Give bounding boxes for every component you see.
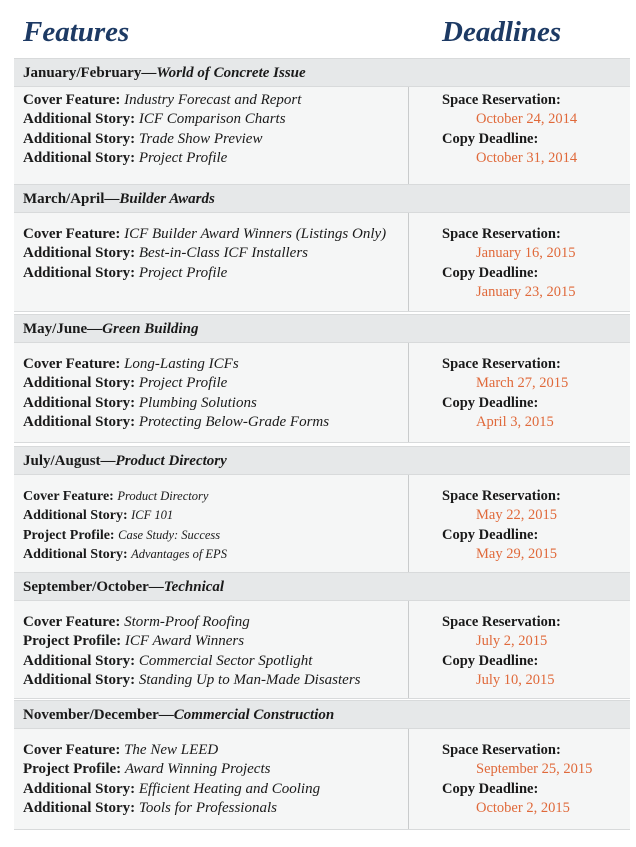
- story-line: [23, 91, 408, 110]
- story-title: ICF Builder Award Winners (Listings Only): [124, 226, 387, 242]
- story-title: The New LEED: [124, 742, 219, 758]
- deadlines-column: [409, 729, 630, 829]
- story-title: Commercial Sector Spotlight: [138, 652, 313, 669]
- space-reservation-date: July 2, 2015: [476, 633, 548, 650]
- copy-deadline-date: April 3, 2015: [476, 413, 554, 430]
- story-label: Cover Feature:: [23, 92, 121, 108]
- column-headings: [14, 0, 630, 58]
- story-title: ICF Award Winners: [124, 633, 245, 650]
- copy-deadline-label: Copy Deadline:: [442, 264, 539, 281]
- story-line: [23, 545, 408, 564]
- story-title: Plumbing Solutions: [138, 394, 257, 411]
- features-column: [14, 475, 409, 572]
- copy-deadline-date: October 2, 2015: [476, 799, 570, 816]
- story-line: [23, 225, 408, 244]
- space-reservation-date: March 27, 2015: [476, 375, 569, 392]
- story-title: Efficient Heating and Cooling: [138, 780, 321, 797]
- story-line: [23, 741, 408, 760]
- story-label: Additional Story:: [23, 546, 128, 562]
- features-column: [14, 87, 409, 184]
- story-title: Project Profile: [138, 264, 228, 281]
- story-line: [23, 110, 408, 129]
- space-reservation-label: Space Reservation:: [442, 356, 561, 372]
- issue-header: [14, 58, 630, 87]
- issue-header: [14, 314, 630, 343]
- copy-deadline-date: October 31, 2014: [476, 149, 578, 166]
- deadlines-column: [409, 213, 630, 311]
- issue-body: [14, 601, 630, 699]
- deadlines-column: [409, 87, 630, 184]
- story-label: Cover Feature:: [23, 614, 121, 630]
- story-label: Additional Story:: [23, 111, 136, 128]
- deadlines-column: [409, 601, 630, 698]
- story-title: ICF 101: [131, 508, 174, 523]
- story-title: Best-in-Class ICF Installers: [138, 245, 309, 262]
- story-line: [23, 487, 408, 506]
- space-reservation-label: Space Reservation:: [442, 488, 561, 504]
- issue-months: May/June—: [23, 321, 103, 337]
- deadlines-column: [409, 475, 630, 572]
- story-label: Cover Feature:: [23, 356, 121, 372]
- issue-theme: Commercial Construction: [173, 707, 335, 723]
- story-title: Tools for Professionals: [138, 799, 277, 816]
- story-label: Additional Story:: [23, 413, 136, 430]
- story-title: Standing Up to Man-Made Disasters: [138, 671, 361, 688]
- story-line: [23, 413, 408, 432]
- space-reservation-date: September 25, 2015: [476, 761, 593, 778]
- story-label: Project Profile:: [23, 527, 115, 543]
- story-label: Project Profile:: [23, 761, 122, 778]
- story-title: ICF Comparison Charts: [138, 111, 286, 128]
- story-line: [23, 244, 408, 263]
- issue-months: November/December—: [23, 707, 174, 723]
- issue-body: [14, 729, 630, 830]
- story-title: Product Directory: [117, 489, 209, 503]
- story-title: Long-Lasting ICFs: [124, 356, 239, 372]
- story-label: Cover Feature:: [23, 742, 121, 758]
- story-line: [23, 130, 408, 149]
- story-line: [23, 264, 408, 283]
- copy-deadline-label: Copy Deadline:: [442, 780, 539, 797]
- story-title: Storm-Proof Roofing: [124, 614, 250, 630]
- story-title: Trade Show Preview: [138, 130, 263, 147]
- features-column: [14, 729, 409, 829]
- issue-theme: Technical: [163, 579, 225, 595]
- story-label: Project Profile:: [23, 633, 122, 650]
- story-title: Protecting Below-Grade Forms: [138, 413, 330, 430]
- story-label: Additional Story:: [23, 508, 128, 524]
- story-title: Industry Forecast and Report: [124, 92, 302, 108]
- story-label: Additional Story:: [23, 671, 136, 688]
- copy-deadline-label: Copy Deadline:: [442, 526, 539, 543]
- features-heading: Features: [23, 16, 130, 48]
- issue-header: [14, 446, 630, 475]
- story-label: Additional Story:: [23, 264, 136, 281]
- copy-deadline-label: Copy Deadline:: [442, 130, 539, 147]
- deadlines-column: [409, 343, 630, 442]
- story-line: [23, 652, 408, 671]
- space-reservation-date: May 22, 2015: [476, 507, 557, 524]
- features-column: [14, 213, 409, 311]
- story-line: [23, 506, 408, 525]
- story-line: [23, 355, 408, 374]
- space-reservation-label: Space Reservation:: [442, 742, 561, 758]
- story-line: [23, 780, 408, 799]
- story-label: Additional Story:: [23, 245, 136, 262]
- story-label: Additional Story:: [23, 652, 136, 669]
- deadlines-heading: Deadlines: [442, 16, 562, 48]
- story-line: [23, 149, 408, 168]
- story-line: [23, 613, 408, 632]
- copy-deadline-date: May 29, 2015: [476, 545, 557, 562]
- story-label: Additional Story:: [23, 375, 136, 392]
- issue-header: [14, 572, 630, 601]
- space-reservation-label: Space Reservation:: [442, 614, 561, 630]
- story-label: Cover Feature:: [23, 489, 114, 504]
- space-reservation-date: October 24, 2014: [476, 111, 578, 128]
- story-label: Additional Story:: [23, 394, 136, 411]
- story-title: Award Winning Projects: [124, 761, 271, 778]
- space-reservation-date: January 16, 2015: [476, 245, 576, 262]
- story-label: Additional Story:: [23, 149, 136, 166]
- story-label: Cover Feature:: [23, 226, 121, 242]
- issue-body: [14, 475, 630, 573]
- story-title: Project Profile: [138, 375, 228, 392]
- story-line: [23, 632, 408, 651]
- issue-months: July/August—: [23, 453, 116, 469]
- story-label: Additional Story:: [23, 130, 136, 147]
- story-line: [23, 394, 408, 413]
- space-reservation-label: Space Reservation:: [442, 226, 561, 242]
- issue-months: September/October—: [23, 579, 164, 595]
- story-label: Additional Story:: [23, 799, 136, 816]
- editorial-calendar: [14, 0, 630, 816]
- issue-theme: Green Building: [102, 321, 199, 337]
- issue-header: [14, 184, 630, 213]
- story-line: [23, 526, 408, 545]
- issue-theme: Product Directory: [115, 453, 227, 469]
- story-label: Additional Story:: [23, 780, 136, 797]
- story-line: [23, 799, 408, 818]
- story-line: [23, 374, 408, 393]
- issue-months: January/February—: [23, 65, 157, 81]
- issue-header: [14, 700, 630, 729]
- issue-theme: Builder Awards: [119, 191, 215, 207]
- issue-body: [14, 213, 630, 312]
- issue-months: March/April—: [23, 191, 120, 207]
- story-title: Case Study: Success: [118, 527, 221, 542]
- issue-theme: World of Concrete Issue: [156, 65, 306, 81]
- issue-body: [14, 87, 630, 185]
- copy-deadline-date: July 10, 2015: [476, 671, 555, 688]
- space-reservation-label: Space Reservation:: [442, 92, 561, 108]
- features-column: [14, 343, 409, 442]
- story-title: Advantages of EPS: [131, 546, 227, 561]
- features-column: [14, 601, 409, 698]
- story-line: [23, 760, 408, 779]
- copy-deadline-label: Copy Deadline:: [442, 652, 539, 669]
- issue-body: [14, 343, 630, 443]
- copy-deadline-date: January 23, 2015: [476, 283, 576, 300]
- story-line: [23, 671, 408, 690]
- story-title: Project Profile: [138, 149, 228, 166]
- copy-deadline-label: Copy Deadline:: [442, 394, 539, 411]
